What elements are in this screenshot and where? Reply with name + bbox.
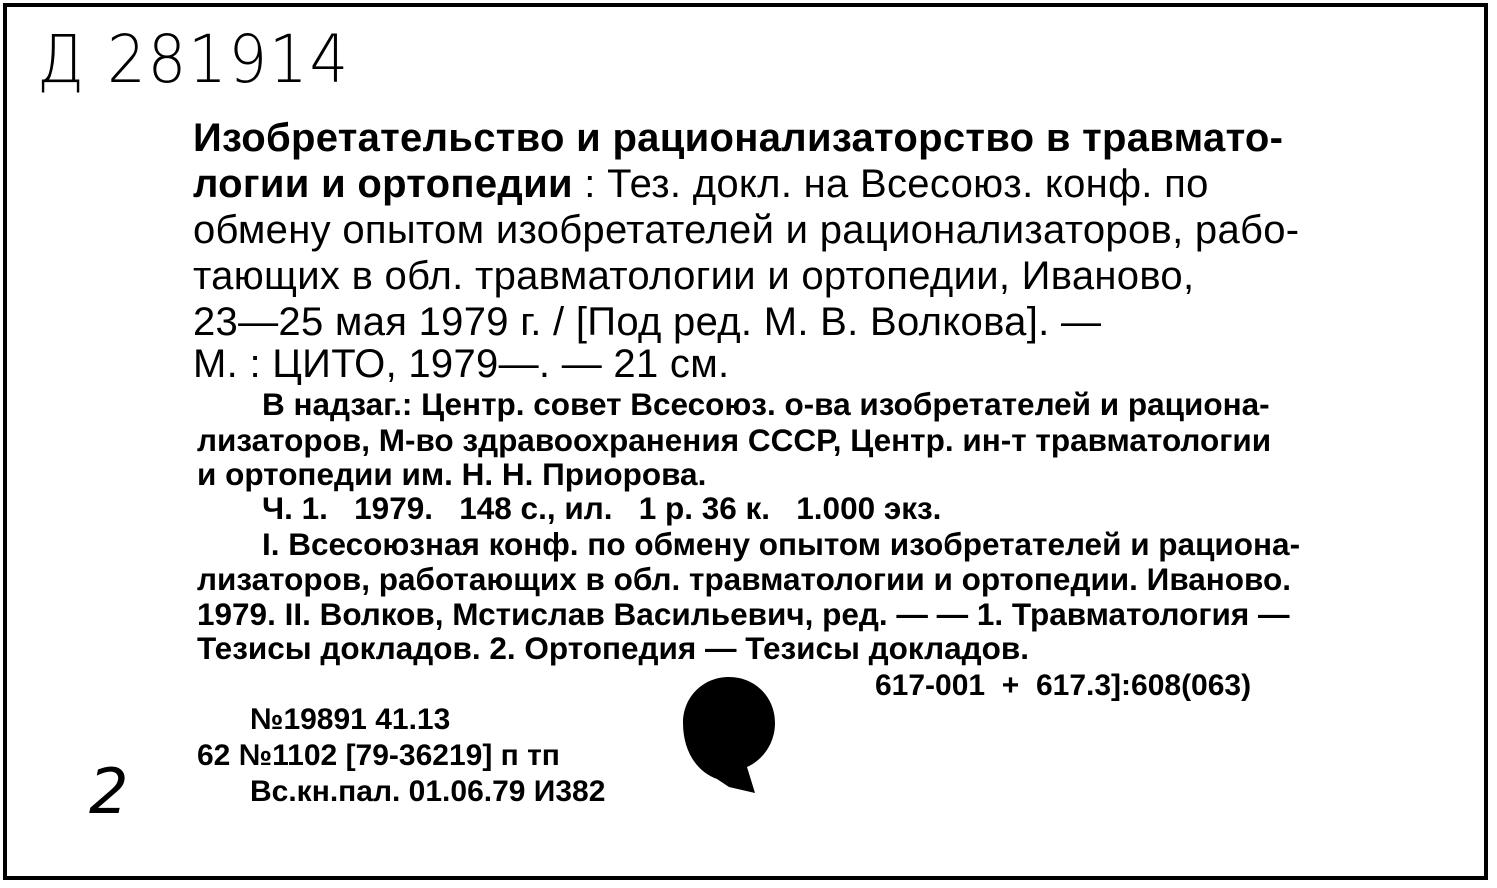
- call-number: Д 281914: [37, 21, 350, 98]
- title-rest: : Тез. докл. на Всесоюз. конф. по: [572, 162, 1209, 206]
- title-rest: обмену опытом изобретателей и рационализаторов, рабо-: [193, 208, 1300, 252]
- title-bold: логии и ортопедии: [193, 162, 573, 206]
- volume-line: Ч. 1. 1979. 148 с., ил. 1 р. 36 к. 1.000 экз.: [262, 490, 942, 526]
- title-rest: 23—25 мая 1979 г. / [Под ред. М. В. Волкова]. —: [193, 300, 1102, 344]
- tracing-line-1: I. Всесоюзная конф. по обмену опытом изобретателей и рациона-: [262, 526, 1301, 562]
- registry-line-1: №19891 41.13: [250, 703, 451, 736]
- title-line-3: [193, 207, 1299, 253]
- tracing-line-4: Тезисы докладов. 2. Ортопедия — Тезисы докладов.: [197, 630, 1029, 666]
- title-line-6: [193, 341, 729, 387]
- note-line-2: лизаторов, М-во здравоохранения СССР, Центр. ин-т травматологии: [197, 422, 1272, 458]
- udc-code: 617-001 + 617.3]:608(063): [875, 669, 1252, 702]
- title-rest: тающих в обл. травматологии и ортопедии, Иваново,: [193, 254, 1195, 298]
- note-line-1: В надзаг.: Центр. совет Всесоюз. о-ва изобретателей и рациона-: [262, 386, 1270, 422]
- title-line-5: [193, 299, 1101, 345]
- punch-hole-mark: [681, 675, 777, 805]
- note-line-3: и ортопедии им. Н. Н. Приорова.: [197, 456, 707, 492]
- tracing-line-3: 1979. II. Волков, Мстислав Васильевич, ред. — — 1. Травматология —: [197, 596, 1290, 632]
- registry-line-3: Вс.кн.пал. 01.06.79 И382: [250, 775, 606, 808]
- copy-mark: 2: [89, 755, 129, 828]
- title-rest: М. : ЦИТО, 1979—. — 21 см.: [193, 342, 730, 386]
- tracing-line-2: лизаторов, работающих в обл. травматологии и ортопедии. Иваново.: [197, 561, 1291, 597]
- title-line-4: [193, 253, 1194, 299]
- title-line-1: [193, 115, 1283, 161]
- title-line-2: [193, 161, 1209, 207]
- registry-line-2: 62 №1102 [79-36219] п тп: [197, 739, 560, 772]
- catalog-card: [3, 3, 1488, 880]
- title-bold: Изобретательство и рационализаторство в травмато-: [193, 116, 1284, 160]
